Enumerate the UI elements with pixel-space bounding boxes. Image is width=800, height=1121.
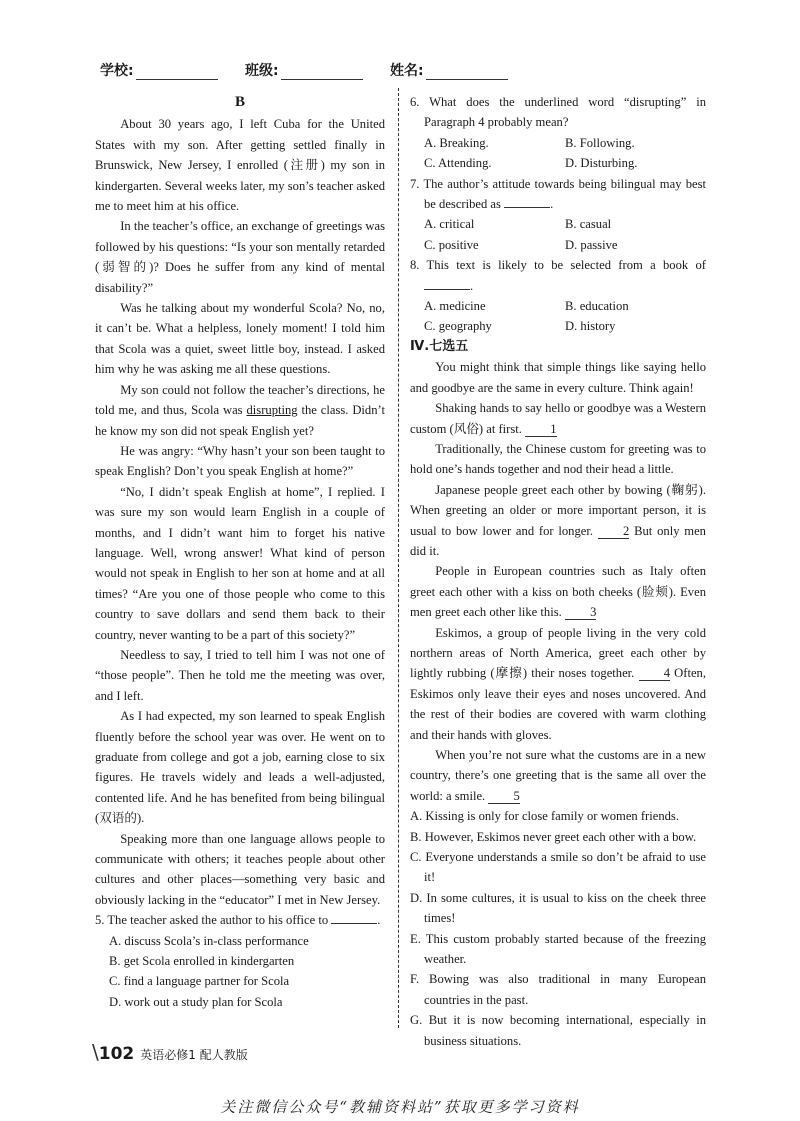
left-column xyxy=(95,92,385,1012)
option[interactable]: C. Attending. xyxy=(424,156,492,171)
answer-blank[interactable] xyxy=(424,277,470,290)
cloze-blank[interactable]: 1 xyxy=(525,422,556,437)
option[interactable]: B. However, Eskimos never greet each other with a bow. xyxy=(410,829,697,844)
cloze-blank[interactable]: 2 xyxy=(598,524,629,539)
section-title: B xyxy=(234,94,245,110)
cloze-paragraph: Traditionally, the Chinese custom for greeting was to hold one’s hands together and nod their head a little. xyxy=(410,441,706,477)
cloze-paragraph: You might think that simple things like saying hello and goodbye are the same in every culture. Think again! xyxy=(410,360,706,395)
passage-paragraph: Was he talking about my wonderful Scola? No, no, it can’t be. What a helpless, lonely moment! I told him that Scola was a quiet, sweet little boy, instead. I asked him why he was asking me all these questions. xyxy=(95,301,385,377)
cloze-blank[interactable]: 4 xyxy=(639,666,670,681)
right-column xyxy=(410,92,706,1051)
page-number: 102 xyxy=(98,1044,135,1064)
passage-paragraph: In the teacher’s office, an exchange of greetings was followed by his questions: “Is your son mentally retarded (弱智的)? Does he suffer from any kind of mental disability?” xyxy=(95,219,385,295)
question-8: 8. This text is likely to be selected from a book of . A. medicine B. education C. geography D. history xyxy=(410,255,706,337)
cloze-paragraph: Japanese people greet each other by bowing (鞠躬). When greeting an older or more important person, it is usual to bow lower and for longer. 2 But only men did it. xyxy=(410,482,706,558)
option[interactable]: D. Disturbing. xyxy=(565,156,638,171)
column-divider xyxy=(398,88,399,1028)
option[interactable]: A. medicine xyxy=(424,299,486,314)
answer-blank[interactable] xyxy=(331,911,377,924)
option[interactable]: C. find a language partner for Scola xyxy=(109,974,290,989)
option[interactable]: D. passive xyxy=(565,237,618,252)
option[interactable]: B. get Scola enrolled in kindergarten xyxy=(109,954,295,969)
cloze-paragraph: When you’re not sure what the customs are in a new country, there’s one greeting that is the same all over the world: a smile. 5 xyxy=(410,748,706,803)
page-footer: \102 英语必修1 配人教版 xyxy=(92,1040,248,1064)
handwritten-note: 关注微信公众号“教辅资料站”获取更多学习资料 xyxy=(220,1098,580,1116)
option[interactable]: A. discuss Scola’s in-class performance xyxy=(109,933,309,948)
underlined-word: disrupting xyxy=(246,403,298,418)
option[interactable]: C. positive xyxy=(424,237,479,252)
passage-paragraph: Needless to say, I tried to tell him I was not one of “those people”. Then he told me the meeting was over, and I left. xyxy=(95,647,385,703)
passage-paragraph: “No, I didn’t speak English at home”, I replied. I was sure my son would learn English in a couple of months, and I didn’t want him to forget his native language. Well, wrong answer! What kind of person would not speak in English to her son at home and at all times? “Are you one of those people who come to this country to save dollars and send them back to their country, never wanting to be a part of this society?” xyxy=(95,484,385,642)
cloze-options xyxy=(410,806,706,1051)
passage-paragraph: About 30 years ago, I left Cuba for the United States with my son. After getting settled finally in Brunswick, New Jersey, I enrolled (注册) my son in kindergarten. Several weeks later, my son’s teacher asked me to meet him at his office. xyxy=(95,117,385,214)
class-field: 班级: xyxy=(245,60,363,80)
book-title: 英语必修1 配人教版 xyxy=(140,1048,248,1062)
passage-paragraph: He was angry: “Why hasn’t your son been taught to speak English? Don’t you speak English at home?” xyxy=(95,443,385,479)
option[interactable]: G. But it is now becoming international, especially in business situations. xyxy=(410,1013,706,1048)
question-6: 6. What does the underlined word “disrupting” in Paragraph 4 probably mean? A. Breaking. B. Following. C. Attending. D. Disturbing. xyxy=(410,92,706,174)
cloze-blank[interactable]: 5 xyxy=(488,789,519,804)
passage-paragraph: My son could not follow the teacher’s directions, he told me, and thus, Scola was disrupting the class. Didn’t he know my son did not speak English yet? xyxy=(95,382,385,438)
option[interactable]: C. Everyone understands a smile so don’t be afraid to use it! xyxy=(410,850,706,885)
question-5: 5. The teacher asked the author to his office to . A. discuss Scola’s in-class performance B. get Scola enrolled in kindergarten C. find a language partner for Scola D. work out a study plan for Scola xyxy=(95,910,385,1012)
answer-blank[interactable] xyxy=(504,195,550,208)
option[interactable]: C. geography xyxy=(424,319,492,334)
option[interactable]: E. This custom probably started because of the freezing weather. xyxy=(410,931,706,967)
option[interactable]: B. casual xyxy=(565,217,612,232)
cloze-paragraph: Eskimos, a group of people living in the very cold northern areas of North America, greet each other by lightly rubbing (摩擦) their noses together. 4 Often, Eskimos only leave their eyes and noses uncovered. And the rest of their bodies are covered with warm clothing and their hands with gloves. xyxy=(410,625,706,742)
school-field: 学校: xyxy=(100,60,218,80)
cloze-blank[interactable]: 3 xyxy=(565,605,596,620)
option[interactable]: A. critical xyxy=(424,217,475,232)
option[interactable]: D. history xyxy=(565,319,616,334)
passage-paragraph: As I had expected, my son learned to speak English fluently before the school year was over. He went on to graduate from college and got a job, earning close to six figures. He travels widely and leads a well-adjusted, contented life. And he has benefited from being bilingual (双语的). xyxy=(95,709,385,826)
option[interactable]: D. In some cultures, it is usual to kiss on the cheek three times! xyxy=(410,890,706,926)
cloze-paragraph: Shaking hands to say hello or goodbye was a Western custom (风俗) at first. 1 xyxy=(410,401,706,436)
name-field: 姓名: xyxy=(390,60,508,80)
option[interactable]: D. work out a study plan for Scola xyxy=(109,994,283,1009)
option[interactable]: A. Kissing is only for close family or women friends. xyxy=(410,809,679,824)
part-title: Ⅳ.七选五 xyxy=(410,338,469,354)
question-7: 7. The author’s attitude towards being bilingual may best be described as . A. critical B. casual C. positive D. passive xyxy=(410,174,706,256)
option[interactable]: B. education xyxy=(565,299,629,314)
option[interactable]: B. Following. xyxy=(565,135,635,150)
option[interactable]: A. Breaking. xyxy=(424,135,489,150)
option[interactable]: F. Bowing was also traditional in many European countries in the past. xyxy=(410,972,706,1007)
cloze-paragraph: People in European countries such as Italy often greet each other with a kiss on both cheeks (脸颊). Even men greet each other like this. 3 xyxy=(410,564,706,620)
passage-paragraph: Speaking more than one language allows people to communicate with others; it teaches people about other cultures and other places—something very basic and obviously lacking in the “educator” I met in New Jersey. xyxy=(95,831,385,907)
